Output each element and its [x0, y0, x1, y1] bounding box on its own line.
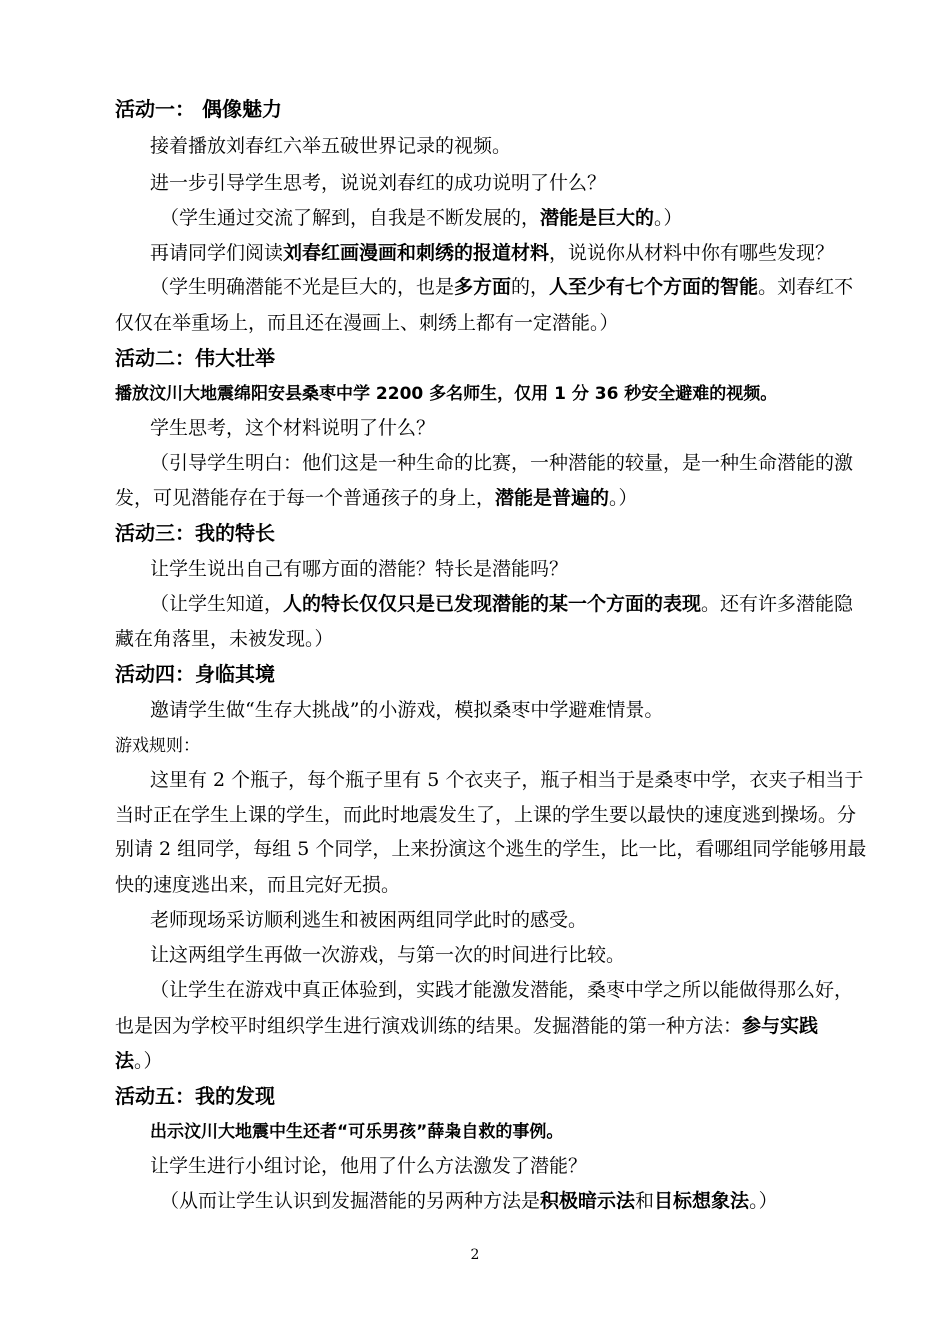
paragraph [0, 1013, 950, 1039]
paragraph: 让这两组学生再做一次游戏，与第一次的时间进行比较。 [150, 944, 626, 966]
bold-text: 目标想象法 [654, 1190, 750, 1212]
rules-label: 游戏规则： [115, 736, 200, 756]
paragraph: 仅仅在举重场上，而且还在漫画上、刺绣上都有一定潜能。） [115, 312, 619, 334]
paragraph: 当时正在学生上课的学生，而此时地震发生了，上课的学生要以最快的速度逃到操场。分 [115, 804, 857, 826]
text: ，说说你从材料中你有哪些发现？ [549, 242, 835, 264]
paragraph: 邀请学生做“生存大挑战”的小游戏，模拟桑枣中学避难情景。 [150, 699, 664, 721]
bold-text: 潜能是普遍的 [495, 487, 610, 509]
bold-text: 人的特长仅仅只是已发现潜能的某一个方面的表现 [283, 593, 702, 615]
bold-text: 人至少有七个方面的智能 [549, 276, 759, 298]
bold-text: 多方面 [454, 276, 512, 298]
paragraph: 让学生进行小组讨论，他用了什么方法激发了潜能？ [150, 1155, 588, 1177]
paragraph [0, 591, 950, 617]
activity-2-heading: 活动二：伟大壮举 [115, 346, 275, 370]
text: 。） [654, 207, 683, 229]
text: （让学生知道， [150, 593, 284, 615]
bold-text: 潜能是巨大的 [540, 207, 655, 229]
paragraph: 别请 2 组同学，每组 5 个同学，上来扮演这个逃生的学生，比一比，看哪组同学能够用最 [115, 838, 867, 860]
text: 。） [609, 487, 638, 509]
paragraph-bold: 播放汶川大地震绵阳安县桑枣中学 2200 多名师生，仅用 1 分 36 秒安全避难的视频。 [115, 384, 778, 404]
paragraph: 藏在角落里，未被发现。） [115, 628, 334, 650]
paragraph [0, 274, 950, 300]
bold-text: 参与实践 [742, 1015, 819, 1037]
paragraph: 这里有 2 个瓶子，每个瓶子里有 5 个衣夹子，瓶子相当于是桑枣中学，衣夹子相当于 [150, 769, 864, 791]
activity-5-heading: 活动五：我的发现 [115, 1084, 275, 1108]
text: 。） [134, 1050, 163, 1072]
paragraph: 让学生说出自己有哪方面的潜能？特长是潜能吗？ [150, 558, 569, 580]
text: 和 [635, 1190, 655, 1212]
paragraph: （让学生在游戏中真正体验到，实践才能激发潜能，桑枣中学之所以能做得那么好， [150, 979, 854, 1001]
text: 。还有许多潜能隐 [701, 593, 854, 615]
text: （从而让学生认识到发掘潜能的另两种方法是 [160, 1190, 541, 1212]
paragraph: 快的速度逃出来，而且完好无损。 [115, 874, 401, 896]
paragraph: 老师现场采访顺利逃生和被困两组同学此时的感受。 [150, 909, 588, 931]
paragraph [0, 240, 950, 266]
paragraph: 学生思考，这个材料说明了什么？ [150, 417, 436, 439]
paragraph: （引导学生明白：他们这是一种生命的比赛，一种潜能的较量，是一种生命潜能的激 [150, 452, 854, 474]
bold-text: 刘春红画漫画和刺绣的报道材料 [283, 242, 550, 264]
page-number: 2 [470, 1247, 480, 1263]
bold-text: 法 [115, 1050, 135, 1072]
paragraph [0, 485, 950, 511]
text: 。刘春红不 [758, 276, 854, 298]
activity-4-heading: 活动四：身临其境 [115, 662, 275, 686]
text: 的， [511, 276, 550, 298]
activity-3-heading: 活动三：我的特长 [115, 521, 275, 545]
text: （学生明确潜能不光是巨大的，也是 [150, 276, 455, 298]
text: （学生通过交流了解到，自我是不断发展的， [160, 207, 541, 229]
text: 。） [749, 1190, 778, 1212]
paragraph [0, 1048, 950, 1074]
paragraph: 接着播放刘春红六举五破世界记录的视频。 [150, 135, 512, 157]
text: 也是因为学校平时组织学生进行演戏训练的结果。发掘潜能的第一种方法： [115, 1015, 743, 1037]
text: 发，可见潜能存在于每一个普通孩子的身上， [115, 487, 496, 509]
activity-1-heading: 活动一： 偶像魅力 [115, 97, 282, 121]
bold-text: 积极暗示法 [540, 1190, 636, 1212]
paragraph [0, 1188, 950, 1214]
text: 再请同学们阅读 [150, 242, 284, 264]
paragraph-bold: 出示汶川大地震中生还者“可乐男孩”薛枭自救的事例。 [150, 1122, 564, 1142]
paragraph [0, 205, 950, 231]
paragraph: 进一步引导学生思考，说说刘春红的成功说明了什么？ [150, 172, 607, 194]
